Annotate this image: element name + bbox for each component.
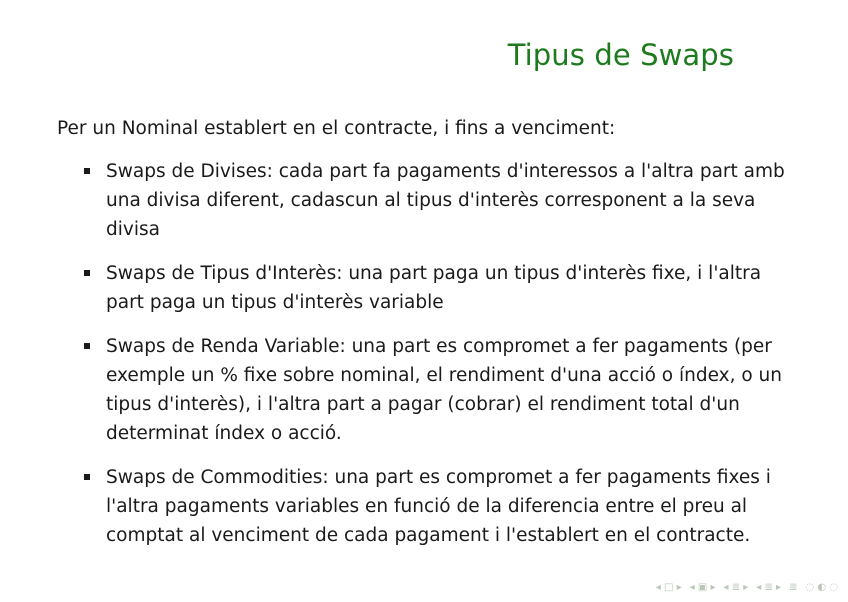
nav-section-icon[interactable]: ◂ ▣ ▸ (689, 582, 716, 593)
bullet-square-icon (84, 343, 90, 349)
nav-subsection-icon[interactable]: ◂ ≣ ▸ (723, 582, 749, 593)
list-item-text: Swaps de Commodities: una part es compromet a fer pagaments fixes i l'altra pagaments variables en funció de la diferencia entre el preu al comptat al venciment de cada pagament i l'establert en el contracte. (106, 467, 771, 546)
list-item (80, 259, 800, 317)
nav-frame-icon[interactable]: ◂ □ ▸ (655, 582, 682, 593)
nav-slide-icon[interactable]: ◂ ≣ ▸ (756, 582, 782, 593)
list-item (80, 463, 800, 550)
beamer-navigation (656, 582, 838, 594)
list-item-text: Swaps de Divises: cada part fa pagaments d'interessos a l'altra part amb una divisa diferent, cadascun al tipus d'interès corresponent a la seva divisa (106, 161, 785, 240)
list-item-text: Swaps de Tipus d'Interès: una part paga un tipus d'interès fixe, i l'altra part paga un tipus d'interès variable (106, 263, 762, 313)
list-item (80, 157, 800, 244)
nav-align-icon[interactable]: ≣ (789, 582, 798, 593)
bullet-square-icon (84, 270, 90, 276)
intro-text: Per un Nominal establert en el contracte, i fins a venciment: (57, 118, 616, 139)
list-item (80, 332, 800, 448)
bullet-square-icon (84, 474, 90, 480)
nav-search-icon[interactable]: ◌ ◐ ◌ (805, 582, 838, 593)
slide-title: Tipus de Swaps (507, 38, 734, 72)
list-item-text: Swaps de Renda Variable: una part es compromet a fer pagaments (per exemple un % fixe sobre nominal, el rendiment d'una acció o índex, o un tipus d'interès), i l'altra part a pagar (cobrar) el rendiment total d'un determinat índex o acció. (106, 336, 782, 444)
bullet-list (80, 157, 800, 565)
bullet-square-icon (84, 168, 90, 174)
